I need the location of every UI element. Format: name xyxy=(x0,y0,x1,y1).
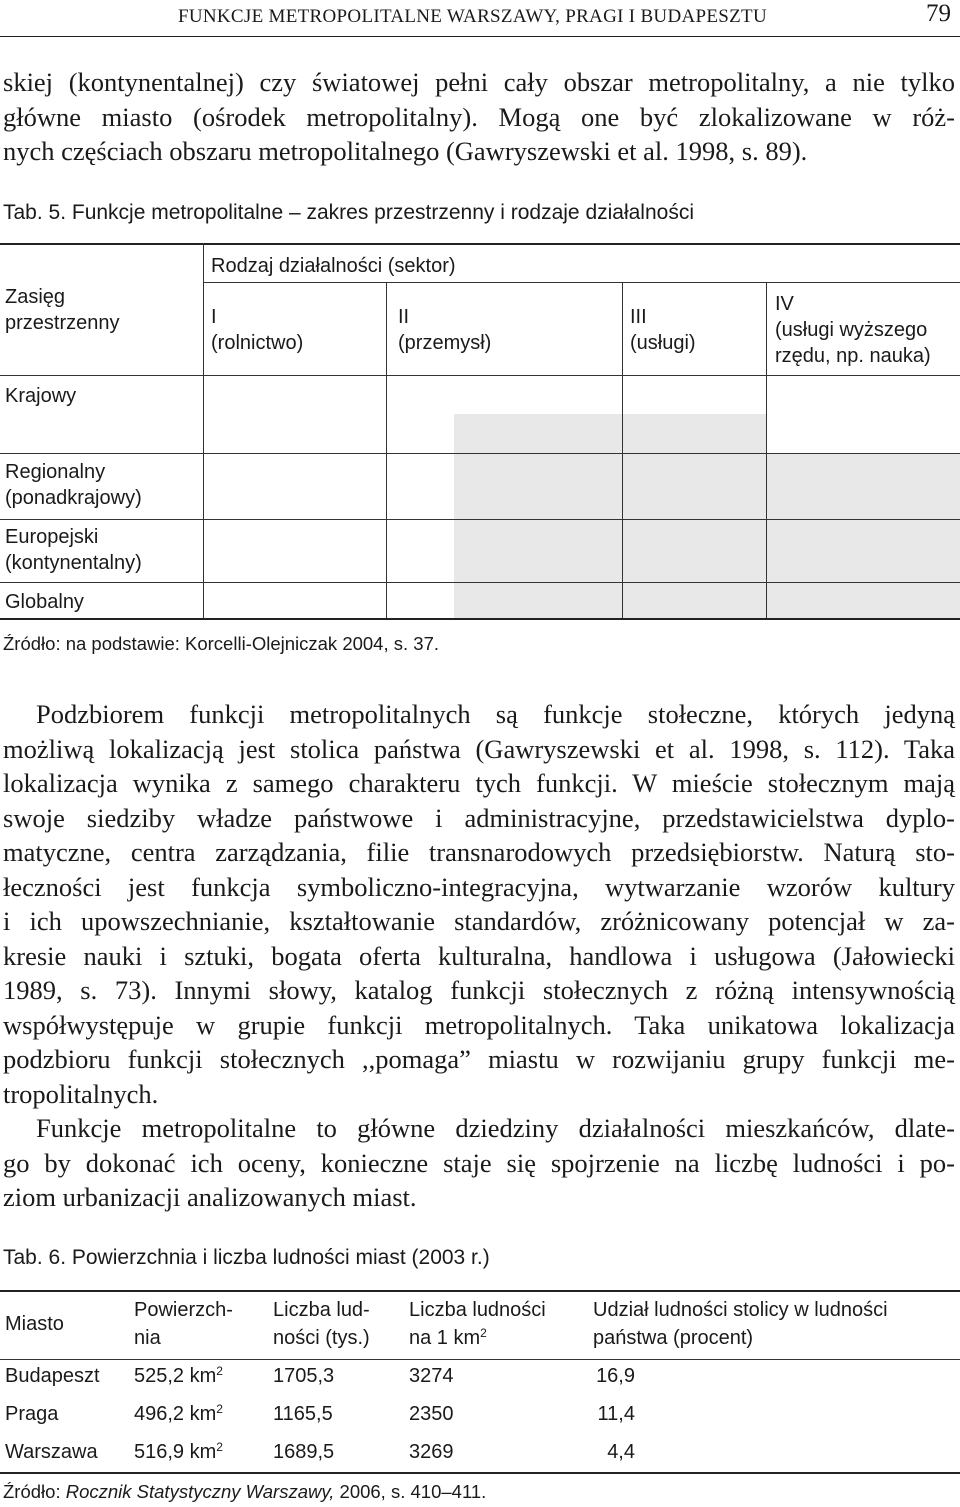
header-udzial xyxy=(593,1296,888,1352)
group-header: Rodzaj działalności (sektor) xyxy=(211,255,456,277)
text-line: go by dokonać ich oceny, konieczne staje się spojrzenie na liczbę ludności i po- xyxy=(3,1147,955,1178)
paragraph-capital-functions xyxy=(3,697,955,1111)
text-line: główne miasto (ośrodek metropolitalny). Mogą one być zlokalizowane w róż- xyxy=(3,101,955,132)
table5-source: Źródło: na podstawie: Korcelli-Olejniczak 2004, s. 37. xyxy=(3,633,439,654)
table-row-density: 3274 xyxy=(409,1365,454,1387)
text-line: tropolitalnych. xyxy=(3,1078,159,1109)
superscript: 2 xyxy=(480,1326,487,1340)
row-header-label xyxy=(5,284,120,336)
page-number: 79 xyxy=(926,0,951,27)
column-header xyxy=(775,291,931,369)
table5-row-rule xyxy=(0,453,960,454)
cell-text: 496,2 km xyxy=(134,1403,217,1425)
text-line: kresie nauki i sztuki, bogata oferta kulturalna, handlowa i usługowa (Jałowiecki xyxy=(3,940,955,971)
table5-top-rule xyxy=(0,243,960,245)
superscript: 2 xyxy=(216,1364,223,1378)
table5-caption: Tab. 5. Funkcje metropolitalne – zakres przestrzenny i rodzaje działalności xyxy=(3,201,695,224)
header-gestosc xyxy=(409,1296,546,1352)
header-line: Liczba ludności xyxy=(409,1299,546,1321)
source-prefix: Źródło: xyxy=(3,1481,66,1502)
running-title: FUNKCJE METROPOLITALNE WARSZAWY, PRAGI I BUDAPESZTU xyxy=(178,6,767,27)
text-line: nych częściach obszaru metropolitalnego (Gawryszewski et al. 1998, s. 89). xyxy=(3,136,808,166)
col-num: IV xyxy=(775,293,794,315)
table-row-pop: 1705,3 xyxy=(273,1365,335,1387)
column-header xyxy=(211,304,303,356)
table5-header-rule xyxy=(0,375,960,376)
header-line: przestrzenny xyxy=(5,312,120,334)
shade-col3 xyxy=(623,414,766,618)
table6-bottom-rule xyxy=(0,1472,960,1474)
col-name: (usługi) xyxy=(630,332,696,354)
table-row-pop: 1165,5 xyxy=(273,1403,333,1425)
superscript: 2 xyxy=(216,1402,223,1416)
header-line: Liczba lud- xyxy=(273,1299,370,1321)
shade-col2 xyxy=(454,414,622,618)
table5-col-rule xyxy=(622,282,623,618)
header-line xyxy=(409,1324,546,1352)
text-line: Funkcje metropolitalne to główne dziedziny działalności mieszkańców, dlate- xyxy=(36,1113,955,1143)
table6-top-rule xyxy=(0,1290,960,1292)
header-miasto: Miasto xyxy=(5,1313,64,1335)
table5-row-rule xyxy=(0,519,960,520)
source-rest: 2006, s. 410–411. xyxy=(334,1481,487,1502)
text-line: podzbioru funkcji stołecznych ,,pomaga” miastu w rozwijaniu grupy funkcji me- xyxy=(3,1044,955,1074)
text-line: łeczności jest funkcja symboliczno-integracyjna, wytwarzanie wzorów kultury xyxy=(3,871,955,902)
header-rule xyxy=(0,36,960,37)
col-num: III xyxy=(630,306,647,328)
header-line: państwa (procent) xyxy=(593,1327,754,1349)
intro-paragraph xyxy=(3,65,955,169)
cell-text: 516,9 km xyxy=(134,1441,217,1463)
table-row-city: Budapeszt xyxy=(5,1365,100,1387)
col-name: rzędu, np. nauka) xyxy=(775,345,931,367)
superscript: 2 xyxy=(216,1440,223,1454)
row-label-line: Europejski xyxy=(5,526,99,548)
col-name: (usługi wyższego xyxy=(775,319,928,341)
source-title: Rocznik Statystyczny Warszawy, xyxy=(65,1481,335,1502)
table5-row-rule xyxy=(0,582,960,583)
table-row-area xyxy=(134,1362,223,1390)
table5-col-rule xyxy=(386,282,387,618)
table-row-city: Warszawa xyxy=(5,1441,98,1463)
column-header xyxy=(630,304,696,356)
text-line: lokalizacja wynika z samego charakteru tych funkcji. W mieście stołecznym mają xyxy=(3,768,955,798)
header-line: nia xyxy=(134,1327,161,1349)
cell-text: 525,2 km xyxy=(134,1365,217,1387)
row-label-line: Regionalny xyxy=(5,461,106,483)
text-line: skiej (kontynentalnej) czy światowej pełni cały obszar metropolitalny, a nie tylko xyxy=(3,67,955,97)
table-row-area xyxy=(134,1438,223,1466)
table-row-share: 11,4 xyxy=(597,1403,635,1425)
row-label xyxy=(5,459,142,511)
row-label xyxy=(5,524,142,576)
col-name: (rolnictwo) xyxy=(211,332,304,354)
header-line: Udział ludności stolicy w ludności xyxy=(593,1299,888,1321)
col-num: I xyxy=(211,306,217,328)
text-line: matyczne, centra zarządzania, filie transnarodowych przedsiębiorstw. Naturą sto- xyxy=(3,837,955,867)
text-line: 1989, s. 73). Innymi słowy, katalog funkcji stołecznych z różną intensywnością xyxy=(3,975,955,1005)
table-row-share: 4,4 xyxy=(607,1441,635,1463)
table6-caption: Tab. 6. Powierzchnia i liczba ludności miast (2003 r.) xyxy=(3,1246,490,1269)
table-row-density: 3269 xyxy=(409,1441,454,1463)
table-row-density: 2350 xyxy=(409,1403,454,1425)
header-line: Powierzch- xyxy=(134,1299,233,1321)
column-header xyxy=(398,304,491,356)
text-line: możliwą lokalizacją jest stolica państwa (Gawryszewski et al. 1998, s. 112). Taka xyxy=(3,733,955,764)
row-label-line: (ponadkrajowy) xyxy=(5,487,142,509)
text-line: współwystępuje w grupie funkcji metropolitalnych. Taka unikatowa lokalizacja xyxy=(3,1009,955,1040)
text-line: swoje siedziby władze państwowe i administracyjne, przedstawicielstwa dyplo- xyxy=(3,802,955,833)
shade-col4 xyxy=(767,453,960,618)
table-row-city: Praga xyxy=(5,1403,59,1425)
table6-source xyxy=(3,1481,486,1503)
table-row-pop: 1689,5 xyxy=(273,1441,335,1463)
text-line: Podzbiorem funkcji metropolitalnych są funkcje stołeczne, których jedyną xyxy=(36,699,955,729)
row-label-line: (kontynentalny) xyxy=(5,552,142,574)
table-row-share: 16,9 xyxy=(596,1365,635,1387)
header-line: ności (tys.) xyxy=(273,1327,370,1349)
table5-col-rule xyxy=(766,282,767,618)
header-powierzchnia xyxy=(134,1296,233,1352)
table6-header-rule xyxy=(0,1359,960,1360)
text-line: ziom urbanizacji analizowanych miast. xyxy=(3,1182,417,1212)
text-line: i ich upowszechnianie, kształtowanie standardów, zróżnicowany potencjał w za- xyxy=(3,906,955,936)
row-label: Krajowy xyxy=(5,385,77,407)
table-row-area xyxy=(134,1400,223,1428)
row-label: Globalny xyxy=(5,591,84,613)
col-num: II xyxy=(398,306,410,328)
table5-bottom-rule xyxy=(0,618,960,620)
table5-col-rule xyxy=(203,243,204,618)
header-text: na 1 km xyxy=(409,1327,481,1349)
table5-group-rule xyxy=(203,282,960,283)
col-name: (przemysł) xyxy=(398,332,492,354)
paragraph-metropolitan-functions xyxy=(3,1111,955,1215)
header-line: Zasięg xyxy=(5,286,66,308)
header-liczba-ludnosci xyxy=(273,1296,370,1352)
